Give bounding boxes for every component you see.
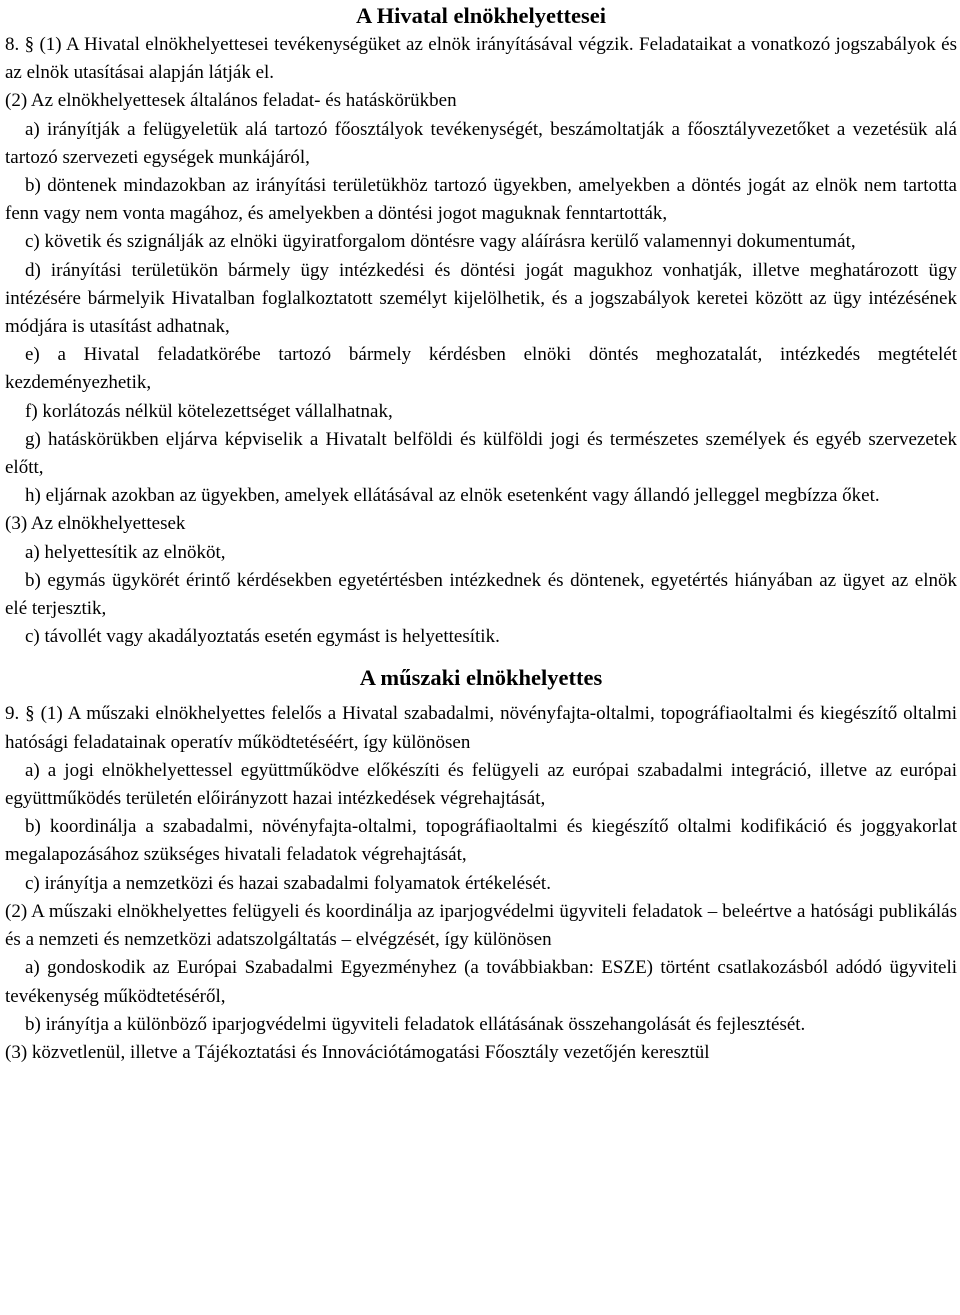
list-item-8-3-c: c) távollét vagy akadályoztatás esetén egymást is helyettesítik.: [25, 626, 500, 648]
paragraph-9-2: (2) A műszaki elnökhelyettes felügyeli és koordinálja az iparjogvédelmi ügyviteli feladatok – beleértve a hatósági publikálás és a nemzeti és nemzetközi adatszolgáltatás – elvégzését, így különösen: [5, 900, 957, 951]
list-item-8-3-b: b) egymás ügykörét érintő kérdésekben egyetértésben intézkednek és döntenek, egyetértés hiányában az ügyet az elnök elé terjesztik,: [5, 569, 957, 620]
paragraph-8-2: (2) Az elnökhelyettesek általános feladat- és hatáskörükben: [5, 90, 457, 112]
list-item-8-2-h: h) eljárnak azokban az ügyekben, amelyek ellátásával az elnök esetenként vagy állandó jelleggel megbízza őket.: [25, 485, 880, 507]
list-item-8-2-d: d) irányítási területükön bármely ügy intézkedési és döntési jogát magukhoz vonhatják, illetve meghatározott ügy intézésére bármelyik Hivatalban foglalkoztatott személyt kijelölhetik, és a jogszabályok keretei között az ügy intézésének módjára is utasítást adhatnak,: [5, 259, 957, 338]
section-title-deputy-presidents: A Hivatal elnökhelyettesei: [356, 3, 606, 28]
list-item-8-2-a: a) irányítják a felügyeletük alá tartozó főosztályok tevékenységét, beszámoltatják a főosztályvezetőket a vezetésük alá tartozó szervezeti egységek munkájáról,: [5, 118, 957, 168]
list-item-9-1-b: b) koordinálja a szabadalmi, növényfajta-oltalmi, topográfiaoltalmi és kiegészítő oltalmi kodifikáció és joggyakorlat megalapozásához szükséges hivatali feladatok végrehajtását,: [5, 816, 957, 866]
document-page: [5, 0, 957, 1067]
list-item-8-2-c: c) követik és szignálják az elnöki ügyiratforgalom döntésre vagy aláírásra kerülő valamennyi dokumentumát,: [25, 231, 856, 253]
paragraph-9-1: 9. § (1) A műszaki elnökhelyettes felelős a Hivatal szabadalmi, növényfajta-oltalmi, topográfiaoltalmi és kiegészítő oltalmi hatósági feladatainak operatív működtetéséért, így különösen: [5, 703, 957, 753]
list-item-8-2-g: g) hatáskörükben eljárva képviselik a Hivatalt belföldi és külföldi jogi és természetes személyek és egyéb szervezetek előtt,: [5, 428, 957, 479]
list-item-9-2-a: a) gondoskodik az Európai Szabadalmi Egyezményhez (a továbbiakban: ESZE) történt csatlakozásból adódó ügyviteli tevékenység működtetéséről,: [5, 957, 957, 1007]
paragraph-8-1: 8. § (1) A Hivatal elnökhelyettesei tevékenységüket az elnök irányításával végzik. Feladataikat a vonatkozó jogszabályok és az elnök utasításai alapján látják el.: [5, 34, 957, 84]
list-item-8-2-e: e) a Hivatal feladatkörébe tartozó bármely kérdésben elnöki döntés meghozatalát, intézkedés megtételét kezdeményezhetik,: [5, 344, 957, 394]
paragraph-9-3: (3) közvetlenül, illetve a Tájékoztatási és Innovációtámogatási Főosztály vezetőjén keresztül: [5, 1041, 710, 1063]
list-item-8-3-a: a) helyettesítik az elnököt,: [25, 541, 226, 563]
paragraph-8-3: (3) Az elnökhelyettesek: [5, 513, 186, 535]
list-item-8-2-b: b) döntenek mindazokban az irányítási területükhöz tartozó ügyekben, amelyekben a döntés jogát az elnök nem tartotta fenn vagy nem vonta magához, és amelyekben a döntési jogot maguknak fenntartották,: [5, 175, 957, 225]
section-title-technical-deputy: A műszaki elnökhelyettes: [359, 665, 603, 691]
list-item-9-1-a: a) a jogi elnökhelyettessel együttműködve előkészíti és felügyeli az európai szabadalmi integráció, illetve az európai együttműködés területén előirányzott hazai intézkedések végrehajtását,: [5, 759, 957, 810]
list-item-8-2-f: f) korlátozás nélkül kötelezettséget vállalhatnak,: [25, 400, 393, 422]
list-item-9-1-c: c) irányítja a nemzetközi és hazai szabadalmi folyamatok értékelését.: [25, 872, 551, 894]
list-item-9-2-b: b) irányítja a különböző iparjogvédelmi ügyviteli feladatok ellátásának összehangolását és fejlesztését.: [25, 1013, 806, 1035]
